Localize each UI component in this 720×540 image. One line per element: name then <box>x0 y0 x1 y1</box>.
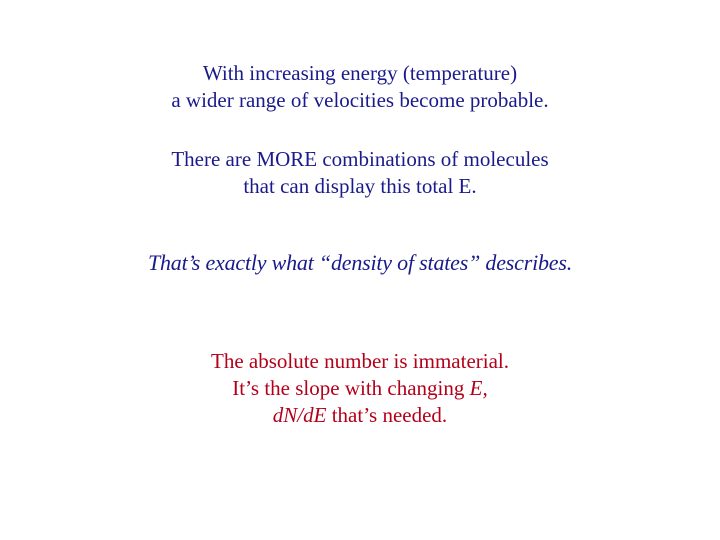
density-of-states-paragraph <box>0 249 720 276</box>
combinations-paragraph <box>0 146 720 200</box>
combinations-line-1: There are MORE combinations of molecules <box>171 147 549 171</box>
slope-line-3-text: that’s needed. <box>326 403 448 427</box>
energy-line-2: a wider range of velocities become probable. <box>171 88 549 112</box>
combinations-line-2: that can display this total E. <box>243 174 477 198</box>
energy-paragraph <box>0 60 720 114</box>
slope-line-2-text: It’s the slope with changing <box>232 376 470 400</box>
slope-line-2 <box>0 375 720 402</box>
energy-variable: E, <box>469 376 488 400</box>
slope-line-1: The absolute number is immaterial. <box>211 349 509 373</box>
density-line: That’s exactly what “density of states” describes. <box>147 250 573 275</box>
derivative-variable: dN/dE <box>272 403 327 427</box>
energy-line-1: With increasing energy (temperature) <box>202 61 518 85</box>
slope-line-3 <box>0 402 720 429</box>
slope-paragraph <box>0 348 720 429</box>
